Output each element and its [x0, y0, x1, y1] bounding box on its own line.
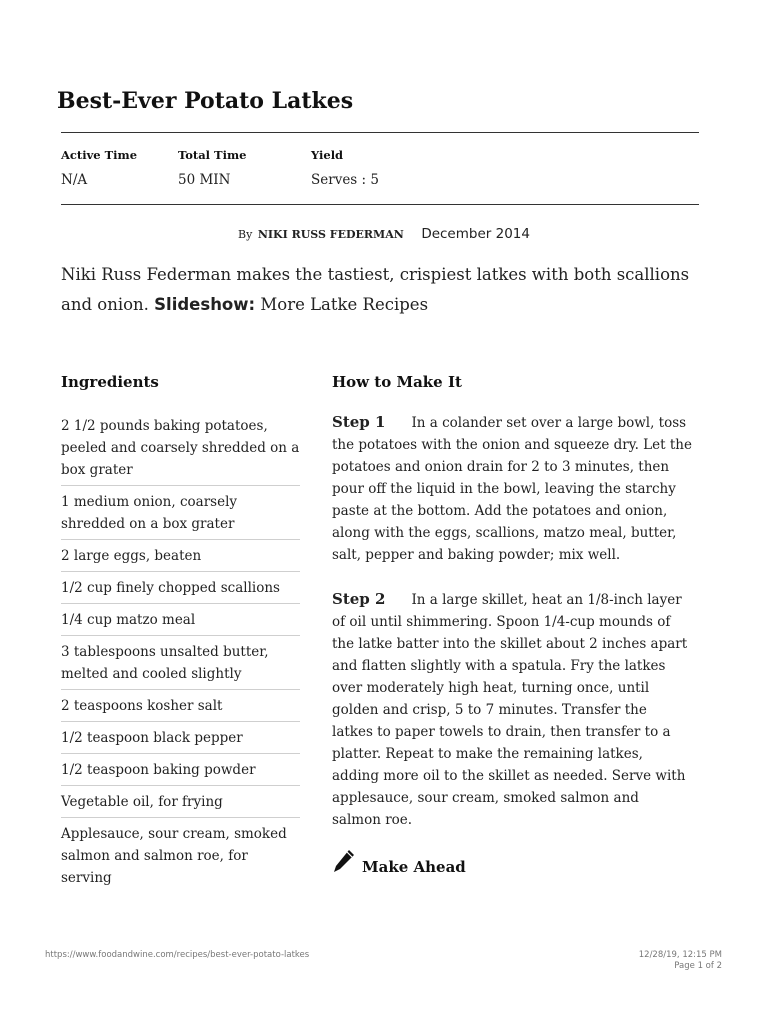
yield-label: Yield	[311, 148, 344, 162]
step-1-label: Step 1	[332, 413, 386, 431]
footer-page-number: Page 1 of 2	[674, 961, 722, 971]
author-name[interactable]: NIKI RUSS FEDERMAN	[257, 228, 404, 241]
page-title: Best-Ever Potato Latkes	[57, 88, 354, 114]
ingredients-list	[61, 410, 300, 893]
byline	[0, 226, 768, 242]
footer-timestamp: 12/28/19, 12:15 PM	[638, 950, 722, 960]
step-2-text: In a large skillet, heat an 1/8-inch layer of oil until shimmering. Spoon 1/4-cup mounds of the latke batter into the skillet about 2 inches apart and flatten slightly with a spatula. Fry the latkes over moderately high heat, turning once, until golden and crisp, 5 to 7 minutes. Transfer the latkes to paper towels to drain, then transfer to a platter. Repeat to make the remaining latkes, adding more oil to the skillet as needed. Serve with applesauce, sour cream, smoked salmon and salmon roe.	[332, 592, 688, 828]
step-1	[332, 411, 692, 566]
pencil-icon	[332, 848, 356, 874]
recipe-intro	[61, 260, 711, 320]
make-ahead-label: Make Ahead	[362, 858, 466, 876]
ingredient-item: 3 tablespoons unsalted butter, melted and cooled slightly	[61, 636, 300, 690]
publish-date: December 2014	[421, 226, 530, 242]
make-ahead-section	[332, 846, 466, 876]
ingredient-item: 1/2 teaspoon baking powder	[61, 754, 300, 786]
footer-url: https://www.foodandwine.com/recipes/best-ever-potato-latkes	[45, 950, 310, 960]
step-2-label: Step 2	[332, 590, 386, 608]
ingredient-item: 1/2 cup finely chopped scallions	[61, 572, 300, 604]
top-divider	[61, 132, 699, 133]
ingredient-item: Vegetable oil, for frying	[61, 786, 300, 818]
slideshow-label: Slideshow:	[154, 295, 256, 314]
footer-meta	[639, 950, 722, 972]
ingredient-item: 1/4 cup matzo meal	[61, 604, 300, 636]
active-time-label: Active Time	[61, 148, 138, 162]
step-2	[332, 588, 692, 831]
total-time-label: Total Time	[178, 148, 247, 162]
step-1-text: In a colander set over a large bowl, toss the potatoes with the onion and squeeze dry. Let the potatoes and onion drain for 2 to 3 minutes, then pour off the liquid in the bowl, leaving the starchy paste at the bottom. Add the potatoes and onion, along with the eggs, scallions, matzo meal, butter, salt, pepper and baking powder; mix well.	[332, 415, 692, 563]
ingredients-heading: Ingredients	[61, 373, 159, 391]
ingredient-item: 2 large eggs, beaten	[61, 540, 300, 572]
ingredient-item: 1/2 teaspoon black pepper	[61, 722, 300, 754]
ingredient-item: Applesauce, sour cream, smoked salmon and salmon roe, for serving	[61, 826, 287, 886]
total-time-value: 50 MIN	[178, 172, 231, 188]
how-to-heading: How to Make It	[332, 373, 462, 391]
slideshow-link[interactable]: More Latke Recipes	[260, 295, 429, 314]
yield-value: Serves : 5	[311, 172, 379, 188]
active-time-value: N/A	[61, 172, 88, 188]
meta-divider	[61, 204, 699, 205]
ingredient-item: 1 medium onion, coarsely shredded on a box grater	[61, 486, 300, 540]
intro-text: Niki Russ Federman makes the tastiest, crispiest latkes with both scallions and onion.	[61, 265, 690, 314]
ingredient-item: 2 teaspoons kosher salt	[61, 690, 300, 722]
byline-by: By	[238, 228, 253, 241]
ingredient-item: 2 1/2 pounds baking potatoes, peeled and coarsely shredded on a box grater	[61, 410, 300, 486]
